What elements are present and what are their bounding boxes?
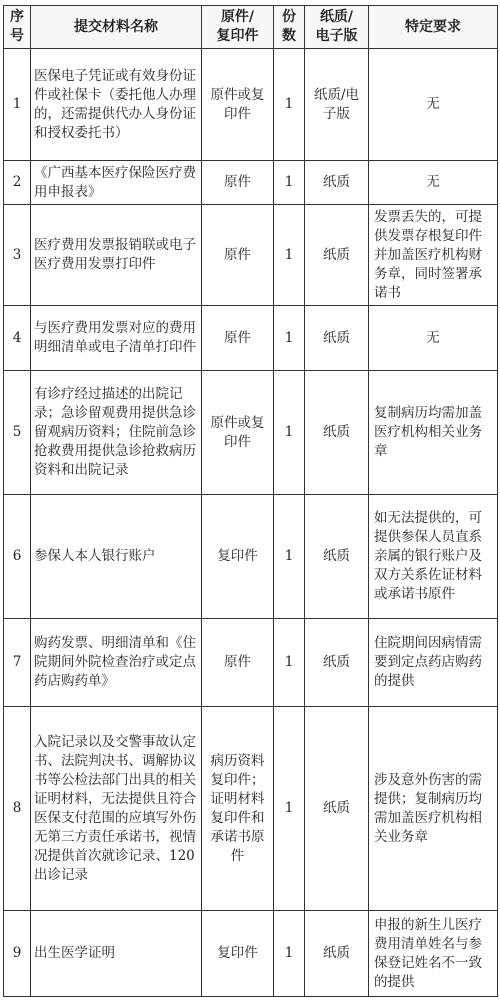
row-count: 1 (274, 161, 305, 205)
header-count: 份 数 (274, 6, 305, 49)
row-count: 1 (274, 911, 305, 997)
row-seq: 9 (4, 911, 31, 997)
row-requirement: 无 (369, 306, 498, 371)
row-medium: 纸质/电子版 (305, 49, 369, 161)
table-row (4, 161, 498, 205)
row-requirement: 涉及意外伤害的需提供；复制病历均需加盖医疗机构相关业务章 (369, 707, 498, 911)
row-medium: 纸质 (305, 911, 369, 997)
row-seq: 6 (4, 495, 31, 619)
row-medium: 纸质 (305, 707, 369, 911)
header-material: 提交材料名称 (31, 6, 202, 49)
header-seq: 序 号 (4, 6, 31, 49)
row-material: 参保人本人银行账户 (31, 495, 202, 619)
table-row (4, 707, 498, 911)
table-row (4, 49, 498, 161)
row-count: 1 (274, 495, 305, 619)
row-material: 医保电子凭证或有效身份证件或社保卡（委托他人办理的，还需提供代办人身份证和授权委托书） (31, 49, 202, 161)
row-copy-type: 复印件 (202, 911, 274, 997)
row-medium: 纸质 (305, 205, 369, 306)
table-row (4, 495, 498, 619)
table-row (4, 371, 498, 495)
row-requirement: 发票丢失的，可提供发票存根复印件并加盖医疗机构财务章，同时签署承诺书 (369, 205, 498, 306)
row-material: 入院记录以及交警事故认定书、法院判决书、调解协议书等公检法部门出具的相关证明材料，无法提供且符合医保支付范围的应填写外伤无第三方责任承诺书，视情况提供首次就诊记录、120出诊记录 (31, 707, 202, 911)
row-count: 1 (274, 49, 305, 161)
row-requirement: 无 (369, 161, 498, 205)
row-requirement: 无 (369, 49, 498, 161)
row-requirement: 如无法提供的，可提供参保人员直系亲属的银行账户及双方关系佐证材料或承诺书原件 (369, 495, 498, 619)
row-medium: 纸质 (305, 495, 369, 619)
row-seq: 4 (4, 306, 31, 371)
row-count: 1 (274, 205, 305, 306)
row-copy-type: 原件或复印件 (202, 371, 274, 495)
row-medium: 纸质 (305, 619, 369, 707)
header-medium: 纸质/ 电子版 (305, 6, 369, 49)
row-seq: 7 (4, 619, 31, 707)
row-copy-type: 原件 (202, 161, 274, 205)
row-copy-type: 原件 (202, 205, 274, 306)
row-copy-type: 原件或复印件 (202, 49, 274, 161)
row-medium: 纸质 (305, 161, 369, 205)
table-row (4, 911, 498, 997)
table-row (4, 306, 498, 371)
row-copy-type: 原件 (202, 306, 274, 371)
row-material: 购药发票、明细清单和《住院期间外院检查治疗或定点药店购药单》 (31, 619, 202, 707)
row-requirement: 住院期间因病情需要到定点药店购药的提供 (369, 619, 498, 707)
table-row (4, 205, 498, 306)
row-count: 1 (274, 306, 305, 371)
row-count: 1 (274, 619, 305, 707)
row-copy-type: 病历资料复印件；证明材料复印件和承诺书原件 (202, 707, 274, 911)
row-seq: 5 (4, 371, 31, 495)
header-copy-type: 原件/ 复印件 (202, 6, 274, 49)
row-material: 医疗费用发票报销联或电子医疗费用发票打印件 (31, 205, 202, 306)
row-count: 1 (274, 371, 305, 495)
row-copy-type: 复印件 (202, 495, 274, 619)
row-requirement: 申报的新生儿医疗费用清单姓名与参保登记姓名不一致的提供 (369, 911, 498, 997)
row-material: 《广西基本医疗保险医疗费用申报表》 (31, 161, 202, 205)
row-seq: 2 (4, 161, 31, 205)
row-material: 有诊疗经过描述的出院记录；急诊留观费用提供急诊留观病历资料；住院前急诊抢救费用提供急诊抢救病历资料和出院记录 (31, 371, 202, 495)
row-medium: 纸质 (305, 371, 369, 495)
header-row (4, 6, 498, 49)
row-medium: 纸质 (305, 306, 369, 371)
row-seq: 1 (4, 49, 31, 161)
row-requirement: 复制病历均需加盖医疗机构相关业务章 (369, 371, 498, 495)
row-count: 1 (274, 707, 305, 911)
materials-table (3, 5, 498, 997)
row-material: 出生医学证明 (31, 911, 202, 997)
row-material: 与医疗费用发票对应的费用明细清单或电子清单打印件 (31, 306, 202, 371)
table-row (4, 619, 498, 707)
header-requirement: 特定要求 (369, 6, 498, 49)
row-copy-type: 原件 (202, 619, 274, 707)
row-seq: 3 (4, 205, 31, 306)
row-seq: 8 (4, 707, 31, 911)
